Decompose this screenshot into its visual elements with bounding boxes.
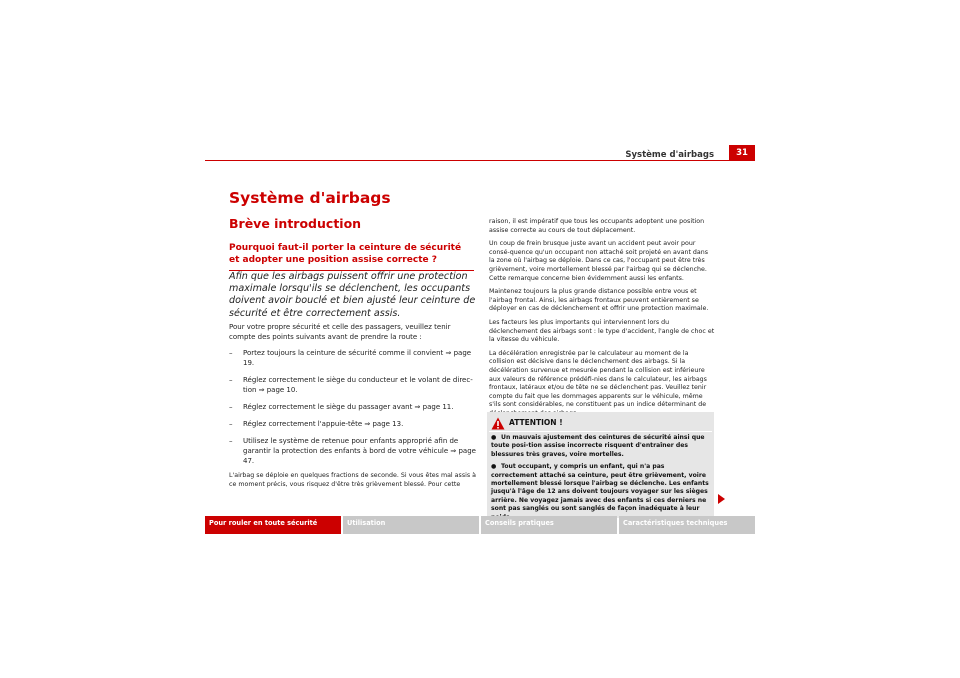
body-paragraph: Un coup de frein brusque juste avant un accident peut avoir pour consé-quence qu'un occupant non attaché soit projeté en avant dans la zone où l'airbag se déploie. Dans ce cas, l'occupant peut être très grièvement, voire mortellement blessé par l'airbag qui se déclenche. Cette remarque concerne bien évidemment aussi les enfants.: [489, 240, 709, 282]
warning-item: [491, 463, 711, 522]
intro-paragraph: Afin que les airbags puissent offrir une protection maximale lorsqu'ils se déclenchent, les occupants doivent avoir bouclé et bien ajusté leur ceinture de sécurité et être correctement assis.: [229, 271, 476, 319]
tab-utilisation[interactable]: Utilisation: [343, 516, 479, 534]
running-title: Système d'airbags: [625, 150, 714, 160]
header-rule: [205, 160, 729, 161]
tab-conseils-pratiques[interactable]: Conseils pratiques: [481, 516, 617, 534]
body-paragraph: Les facteurs les plus importants qui interviennent lors du déclenchement des airbags sont : le type d'accident, l'angle de choc et la vitesse du véhicule.: [489, 318, 715, 344]
list-item-text: Réglez correctement le siège du conducteur et le volant de direc-tion ⇒ page 10.: [243, 376, 473, 394]
footer-tabs: [205, 516, 755, 534]
list-item-text: Portez toujours la ceinture de sécurité comme il convient ⇒ page 19.: [243, 349, 472, 367]
warning-title: ATTENTION !: [509, 418, 563, 427]
body-paragraph: La décélération enregistrée par le calculateur au moment de la collision est décisive dans le déclenchement des airbags. Si la décélération survenue et mesurée pendant la collision est inférieure aux valeurs de référence prédéfi-nies dans le calculateur, les airbags frontaux, latéraux et/ou de tête ne se déclenchent pas. Veuillez tenir compte du fait que les dommages apparents sur le véhicule, même s'ils sont considérables, ne constituent pas un indice déterminant de: [489, 349, 707, 409]
body-paragraph: raison, il est impératif que tous les occupants adoptent une position assise correcte au cours de tout déplacement.: [489, 218, 705, 234]
lead-paragraph: Pour votre propre sécurité et celle des passagers, veuillez tenir compte des points suivants avant de prendre la route :: [229, 323, 451, 341]
list-item: [229, 402, 477, 412]
list-item-text: Réglez correctement le siège du passager avant ⇒ page 11.: [243, 403, 454, 411]
warning-item-text: Tout occupant, y compris un enfant, qui n'a pas correctement attaché sa ceinture, peut être grièvement, voire mortellement blessé lorsque l'airbag se déclenche. Les enfants jusqu'à l'âge de 12 ans doivent toujours voyager sur les sièges arrière. Ne voyagez jamais avec des enfants si ces derniers ne sont pas sanglés ou sont sanglés de façon inadéquate à leur: [491, 463, 709, 513]
section-title: Brève introduction: [229, 216, 362, 231]
warning-item-text: Un mauvais ajustement des ceintures de sécurité ainsi que toute posi-tion assise incorrecte risquent d'entraîner des blessures très graves, voire mortelles.: [491, 434, 705, 458]
list-item: [229, 375, 477, 395]
warning-box: [487, 412, 714, 518]
body-paragraph: Maintenez toujours la plus grande distance possible entre vous et l'airbag frontal. Ainsi, les airbags frontaux peuvent entièrement se déployer en cas de déclenchement et offrir une protection maximale.: [489, 288, 709, 313]
tab-caracteristiques-techniques[interactable]: Caractéristiques techniques: [619, 516, 755, 534]
list-item-text: Réglez correctement l'appuie-tête ⇒ page 13.: [243, 420, 404, 428]
warning-list: [491, 434, 711, 526]
list-dash: –: [229, 376, 233, 384]
chapter-title: Système d'airbags: [229, 189, 391, 207]
list-item: [229, 436, 477, 466]
list-item: [229, 419, 477, 429]
list-item: [229, 348, 477, 368]
bullet-icon: ●: [491, 463, 497, 471]
subsection-title: Pourquoi faut-il porter la ceinture de sécurité et adopter une position assise correcte ?: [229, 243, 474, 271]
continue-arrow-icon: [718, 494, 725, 504]
list-dash: –: [229, 349, 233, 357]
checklist: [229, 348, 477, 473]
list-dash: –: [229, 420, 233, 428]
list-dash: –: [229, 403, 233, 411]
small-print-paragraph: L'airbag se déploie en quelques fractions de seconde. Si vous êtes mal assis à ce moment précis, vous risquez d'être très grièvement blessé. Pour cette: [229, 472, 476, 488]
page-number: 31: [729, 145, 755, 161]
warning-item: [491, 434, 711, 459]
bullet-icon: ●: [491, 434, 497, 441]
list-item-text: Utilisez le système de retenue pour enfants approprié afin de garantir la protection des enfants à bord de votre véhicule ⇒ page 47.: [243, 437, 476, 465]
warning-divider: [489, 431, 712, 432]
list-dash: –: [229, 437, 233, 445]
tab-pour-rouler-en-toute-securite[interactable]: Pour rouler en toute sécurité: [205, 516, 341, 534]
right-column: [489, 218, 715, 423]
